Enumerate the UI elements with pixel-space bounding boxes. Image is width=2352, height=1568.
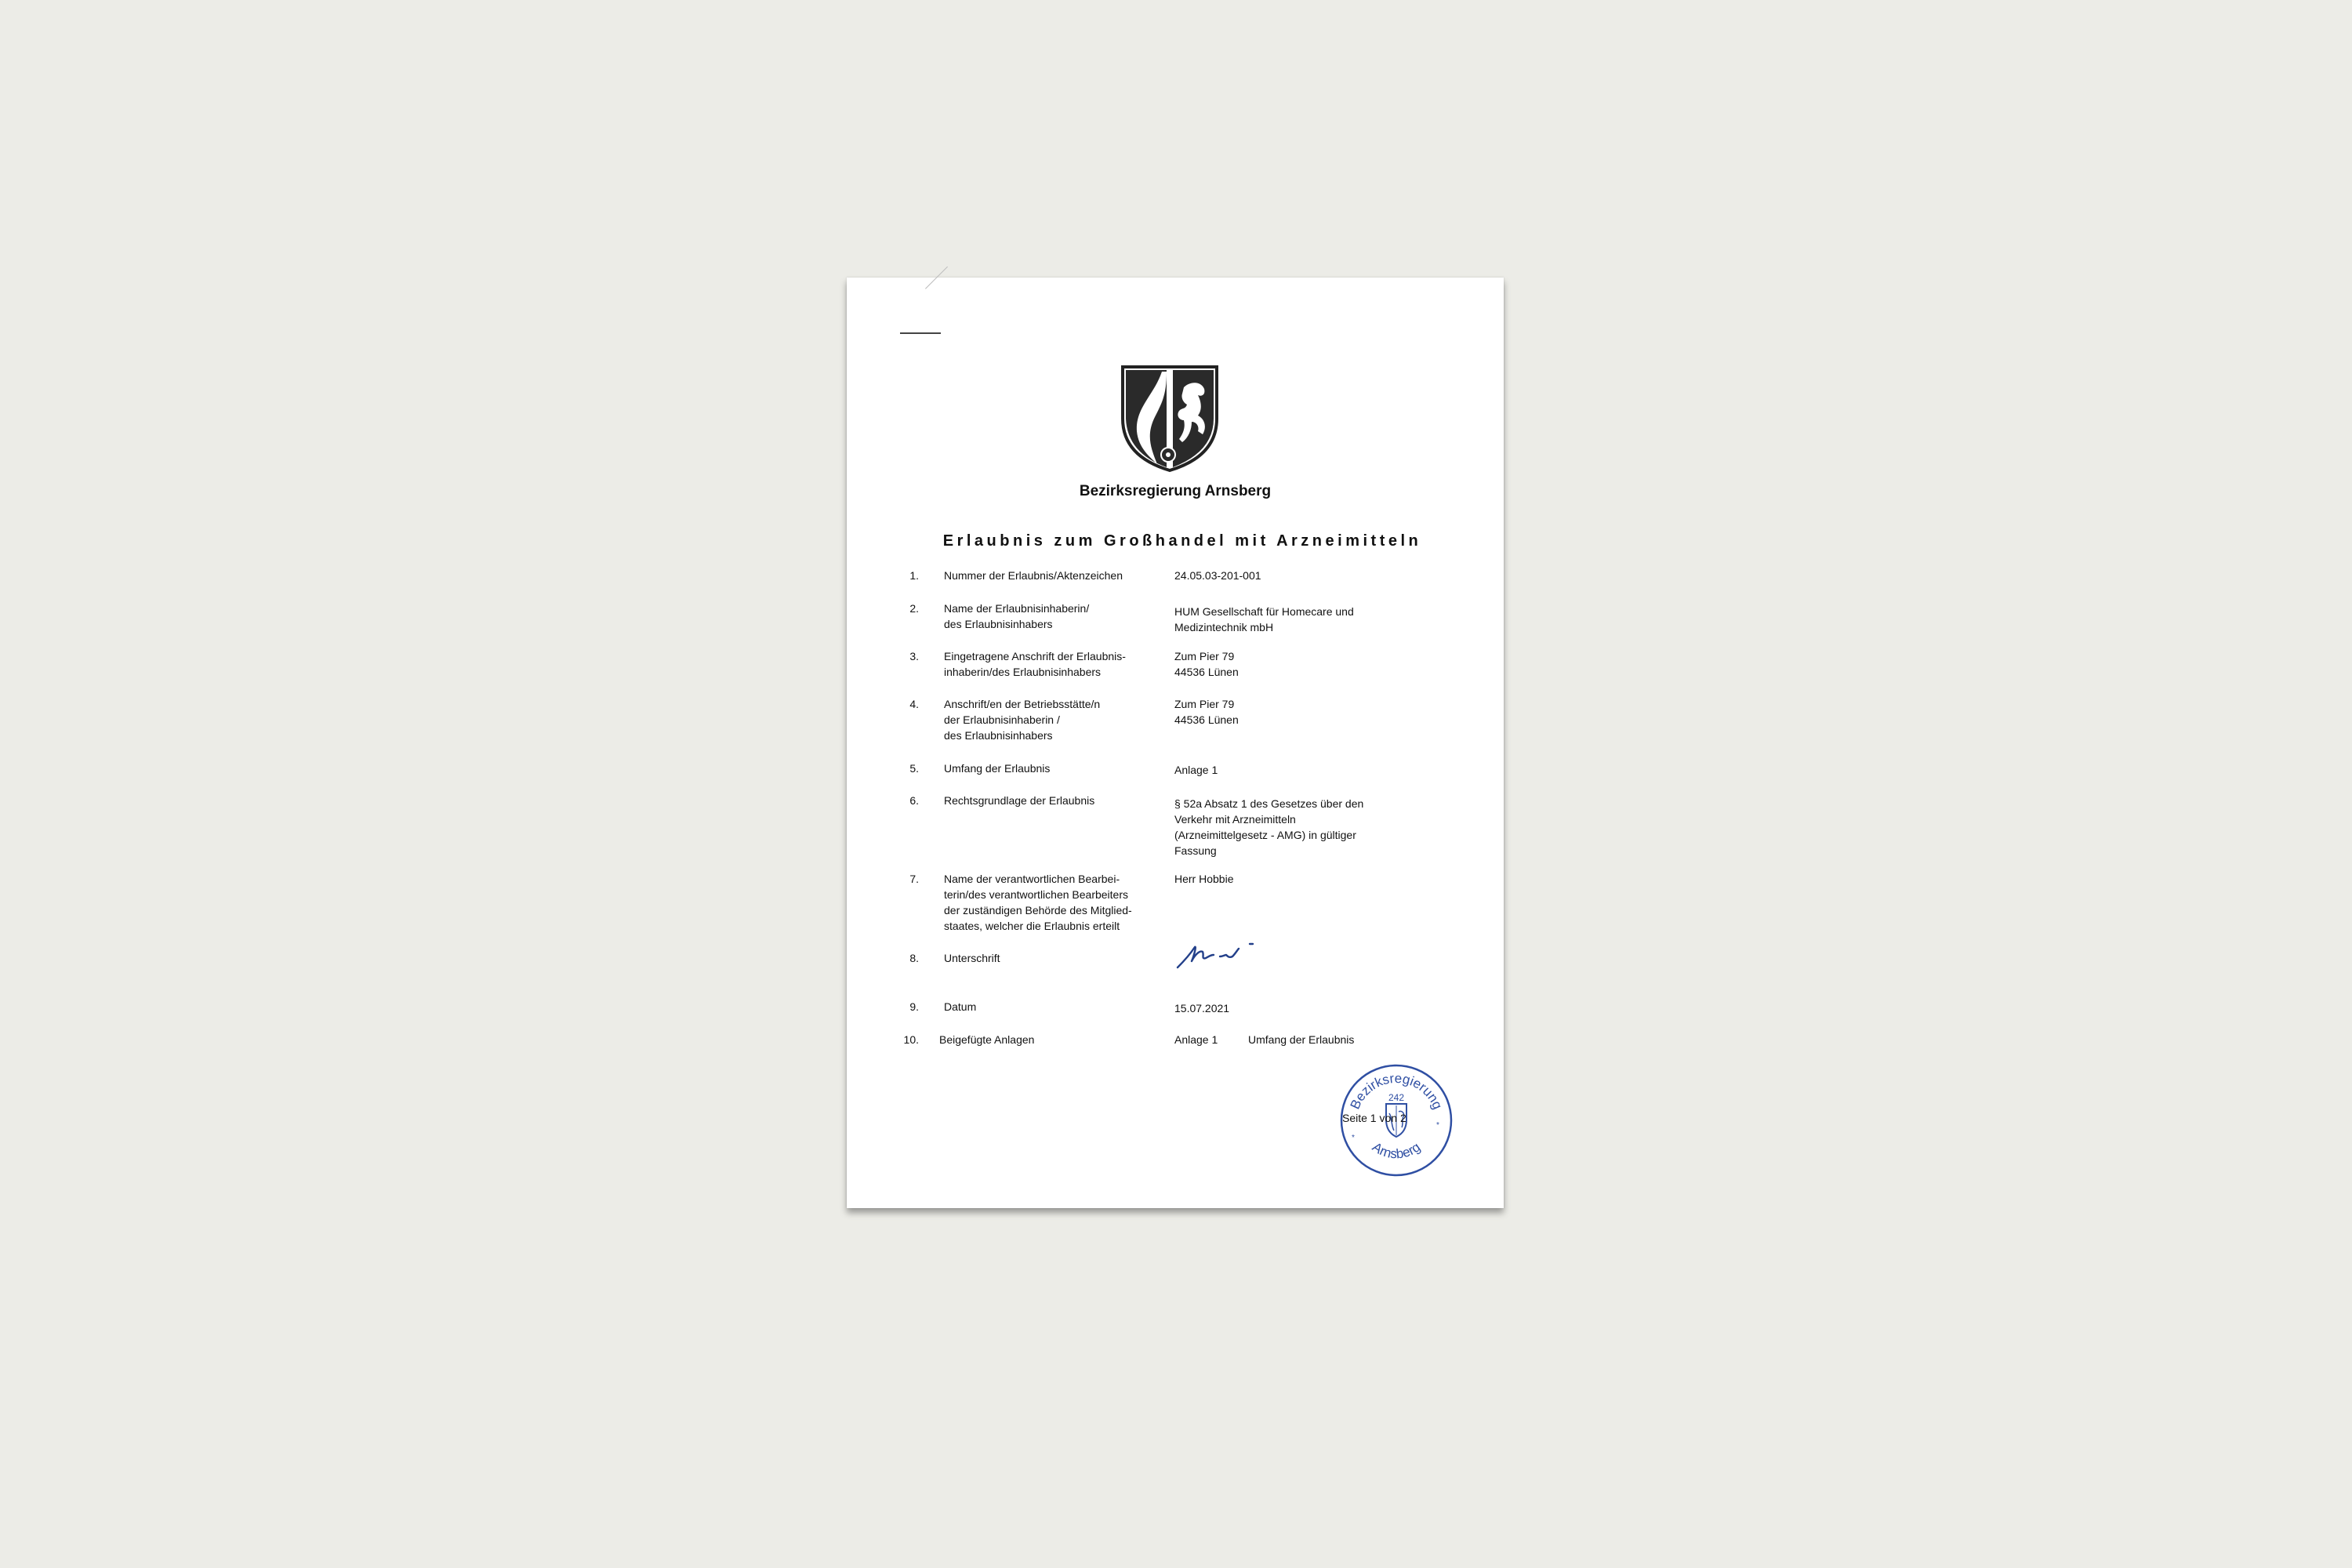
row-label: Beigefügte Anlagen bbox=[939, 1033, 1035, 1046]
row-number: 1. bbox=[909, 569, 919, 582]
row-number: 6. bbox=[909, 794, 919, 807]
row-value: 15.07.2021 bbox=[1174, 1002, 1230, 1014]
row-number: 9. bbox=[909, 1000, 919, 1013]
row-value: Herr Hobbie bbox=[1174, 873, 1234, 885]
row-value: Zum Pier 79 44536 Lünen bbox=[1174, 650, 1239, 678]
row-label: Umfang der Erlaubnis bbox=[944, 762, 1051, 775]
svg-text:Arnsberg bbox=[1370, 1139, 1423, 1161]
row-label: Name der Erlaubnisinhaberin/ des Erlaubnisinhabers bbox=[944, 602, 1090, 630]
row-number: 10. bbox=[903, 1033, 919, 1046]
row-number: 4. bbox=[909, 698, 919, 710]
row-number: 7. bbox=[909, 873, 919, 885]
row-value-secondary: Umfang der Erlaubnis bbox=[1248, 1033, 1355, 1046]
row-label: Datum bbox=[944, 1000, 977, 1013]
row-number: 5. bbox=[909, 762, 919, 775]
row-label: Anschrift/en der Betriebsstätte/n der Erlaubnisinhaberin / des Erlaubnisinhabers bbox=[944, 698, 1101, 742]
handwritten-signature bbox=[1174, 936, 1262, 975]
seal-number: 242 bbox=[1388, 1092, 1405, 1103]
row-value: § 52a Absatz 1 des Gesetzes über den Verkehr mit Arzneimitteln (Arzneimittelgesetz - AMG) in gültiger Fassung bbox=[1174, 797, 1364, 857]
row-label: Nummer der Erlaubnis/Aktenzeichen bbox=[944, 569, 1123, 582]
row-number: 8. bbox=[909, 952, 919, 964]
issuing-authority: Bezirksregierung Arnsberg bbox=[1079, 483, 1272, 499]
row-label: Name der verantwortlichen Bearbei- terin/des verantwortlichen Bearbeiters der zuständigen Behörde des Mitglied- staates, welcher die Erlaubnis erteilt bbox=[944, 873, 1132, 932]
seal-bottom-text: Arnsberg bbox=[1369, 1139, 1424, 1162]
row-number: 3. bbox=[909, 650, 919, 662]
seal-star-icon: * bbox=[1436, 1121, 1439, 1130]
row-label: Unterschrift bbox=[944, 952, 1000, 964]
seal-top-text: Bezirksregierung bbox=[1347, 1070, 1446, 1112]
document-page bbox=[847, 278, 1504, 1208]
row-number: 2. bbox=[909, 602, 919, 615]
row-value: Anlage 1 bbox=[1174, 1033, 1218, 1046]
corner-mark bbox=[925, 267, 948, 289]
row-value: Zum Pier 79 44536 Lünen bbox=[1174, 698, 1239, 726]
row-label: Rechtsgrundlage der Erlaubnis bbox=[944, 794, 1095, 807]
row-value: HUM Gesellschaft für Homecare und Medizintechnik mbH bbox=[1174, 605, 1354, 633]
header-dash bbox=[900, 332, 941, 334]
coat-of-arms-icon bbox=[1120, 364, 1220, 474]
row-value: 24.05.03-201-001 bbox=[1174, 569, 1261, 582]
row-value: Anlage 1 bbox=[1174, 764, 1218, 776]
page-number: Seite 1 von 2 bbox=[1342, 1112, 1406, 1124]
seal-star-icon: * bbox=[1352, 1134, 1355, 1142]
row-label: Eingetragene Anschrift der Erlaubnis- inhaberin/des Erlaubnisinhabers bbox=[944, 650, 1126, 678]
document-title: Erlaubnis zum Großhandel mit Arzneimitteln bbox=[942, 532, 1422, 550]
